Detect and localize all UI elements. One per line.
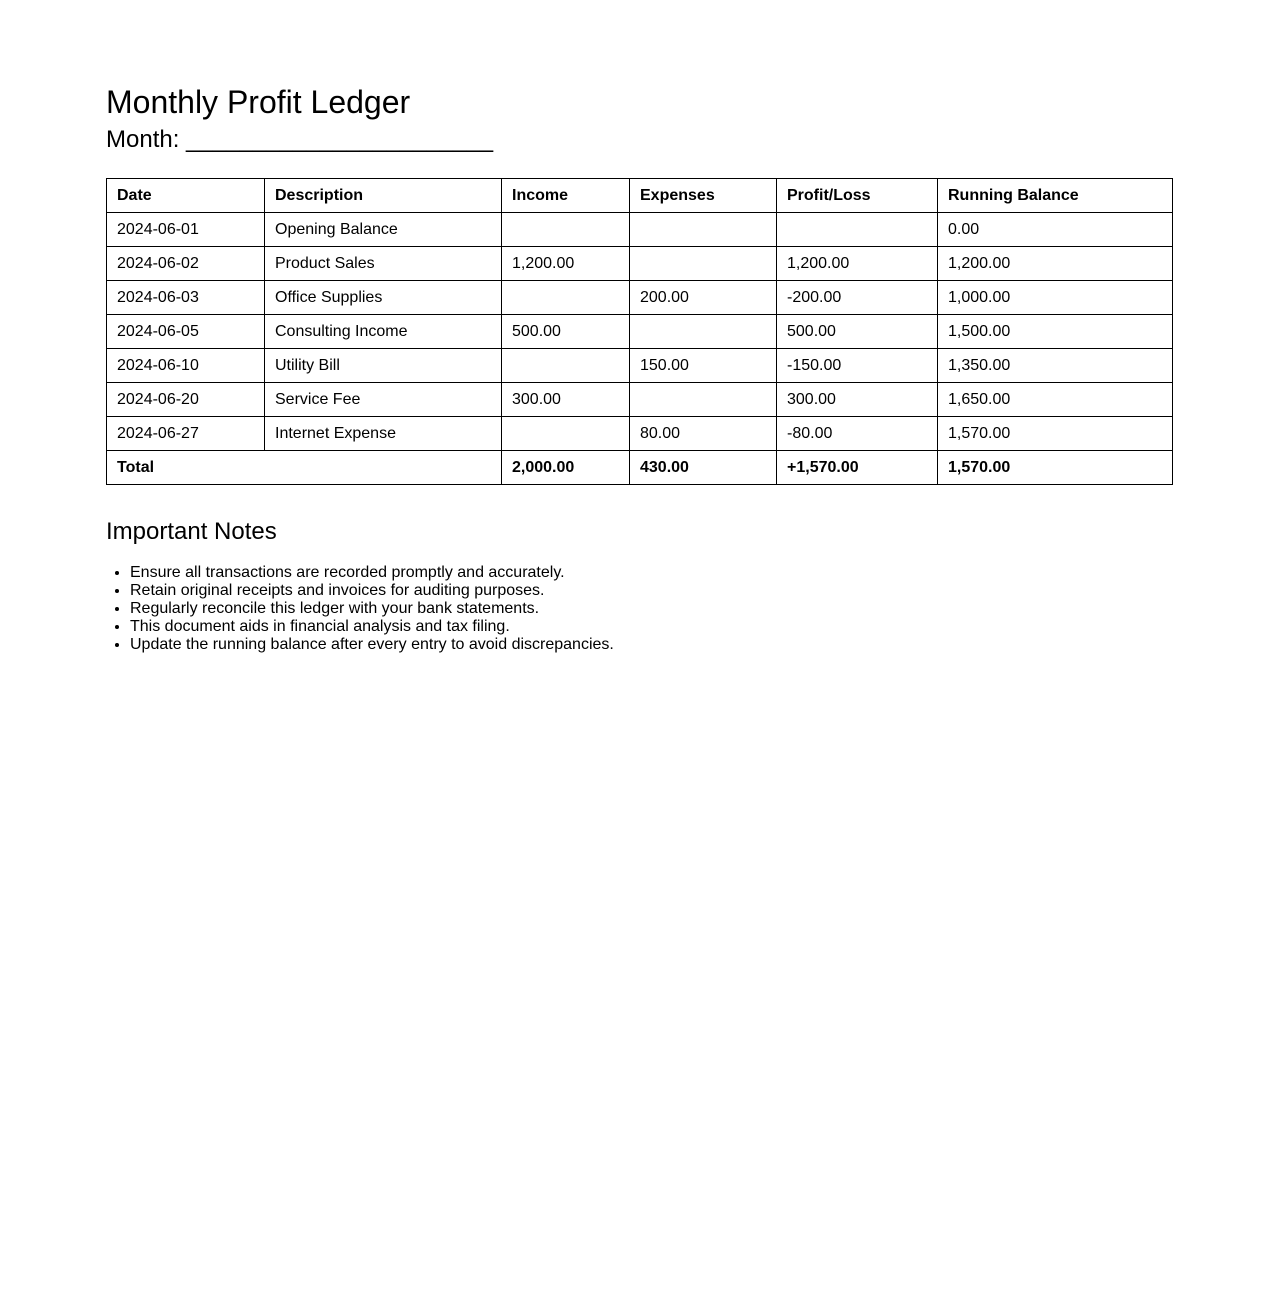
- cell-profit-loss: 500.00: [777, 315, 938, 349]
- cell-profit-loss: -80.00: [777, 417, 938, 451]
- page-title: Monthly Profit Ledger: [106, 84, 411, 120]
- cell-date: 2024-06-20: [107, 383, 265, 417]
- cell-expenses: [630, 247, 777, 281]
- column-header-description: Description: [265, 179, 502, 213]
- cell-description: Product Sales: [265, 247, 502, 281]
- cell-expenses: 150.00: [630, 349, 777, 383]
- column-header-running-balance: Running Balance: [938, 179, 1173, 213]
- month-field: Month: _______________________: [106, 126, 494, 153]
- cell-description: Opening Balance: [265, 213, 502, 247]
- cell-running-balance: 1,650.00: [938, 383, 1173, 417]
- cell-running-balance: 1,200.00: [938, 247, 1173, 281]
- list-item: • Retain original receipts and invoices for auditing purposes.: [130, 582, 1172, 600]
- cell-income: 300.00: [502, 383, 630, 417]
- cell-date: 2024-06-05: [107, 315, 265, 349]
- table-row: [107, 213, 1173, 247]
- cell-profit-loss: [777, 213, 938, 247]
- table-row: [107, 383, 1173, 417]
- cell-running-balance: 0.00: [938, 213, 1173, 247]
- table-row: [107, 281, 1173, 315]
- cell-running-balance: 1,500.00: [938, 315, 1173, 349]
- list-item: • Update the running balance after every entry to avoid discrepancies.: [130, 636, 1172, 654]
- ledger-document: [0, 0, 1172, 654]
- cell-income: [502, 281, 630, 315]
- cell-running-balance: 1,570.00: [938, 417, 1173, 451]
- table-row: [107, 417, 1173, 451]
- cell-date: 2024-06-10: [107, 349, 265, 383]
- cell-description: Utility Bill: [265, 349, 502, 383]
- cell-expenses: [630, 383, 777, 417]
- ledger-table: [106, 178, 1173, 485]
- cell-description: Office Supplies: [265, 281, 502, 315]
- column-header-expenses: Expenses: [630, 179, 777, 213]
- cell-expenses: 200.00: [630, 281, 777, 315]
- cell-income: [502, 417, 630, 451]
- cell-expenses: 80.00: [630, 417, 777, 451]
- total-income: 2,000.00: [502, 451, 630, 485]
- list-item: • Ensure all transactions are recorded promptly and accurately.: [130, 564, 1172, 582]
- total-profit-loss: +1,570.00: [777, 451, 938, 485]
- table-row: [107, 315, 1173, 349]
- total-label: Total: [107, 451, 502, 485]
- total-expenses: 430.00: [630, 451, 777, 485]
- cell-income: [502, 213, 630, 247]
- cell-description: Internet Expense: [265, 417, 502, 451]
- list-item: • Regularly reconcile this ledger with your bank statements.: [130, 600, 1172, 618]
- cell-income: 1,200.00: [502, 247, 630, 281]
- notes-heading: Important Notes: [106, 518, 277, 545]
- table-header-row: [107, 179, 1173, 213]
- column-header-date: Date: [107, 179, 265, 213]
- cell-profit-loss: 300.00: [777, 383, 938, 417]
- cell-income: 500.00: [502, 315, 630, 349]
- cell-date: 2024-06-01: [107, 213, 265, 247]
- cell-date: 2024-06-02: [107, 247, 265, 281]
- table-row: [107, 349, 1173, 383]
- cell-date: 2024-06-03: [107, 281, 265, 315]
- table-row: [107, 247, 1173, 281]
- total-row: [107, 451, 1173, 485]
- cell-income: [502, 349, 630, 383]
- cell-expenses: [630, 213, 777, 247]
- cell-profit-loss: 1,200.00: [777, 247, 938, 281]
- cell-description: Service Fee: [265, 383, 502, 417]
- cell-description: Consulting Income: [265, 315, 502, 349]
- list-item: • This document aids in financial analysis and tax filing.: [130, 618, 1172, 636]
- notes-list: [106, 564, 1172, 654]
- cell-date: 2024-06-27: [107, 417, 265, 451]
- column-header-income: Income: [502, 179, 630, 213]
- column-header-profit-loss: Profit/Loss: [777, 179, 938, 213]
- cell-running-balance: 1,350.00: [938, 349, 1173, 383]
- cell-running-balance: 1,000.00: [938, 281, 1173, 315]
- total-running-balance: 1,570.00: [938, 451, 1173, 485]
- cell-profit-loss: -150.00: [777, 349, 938, 383]
- cell-expenses: [630, 315, 777, 349]
- cell-profit-loss: -200.00: [777, 281, 938, 315]
